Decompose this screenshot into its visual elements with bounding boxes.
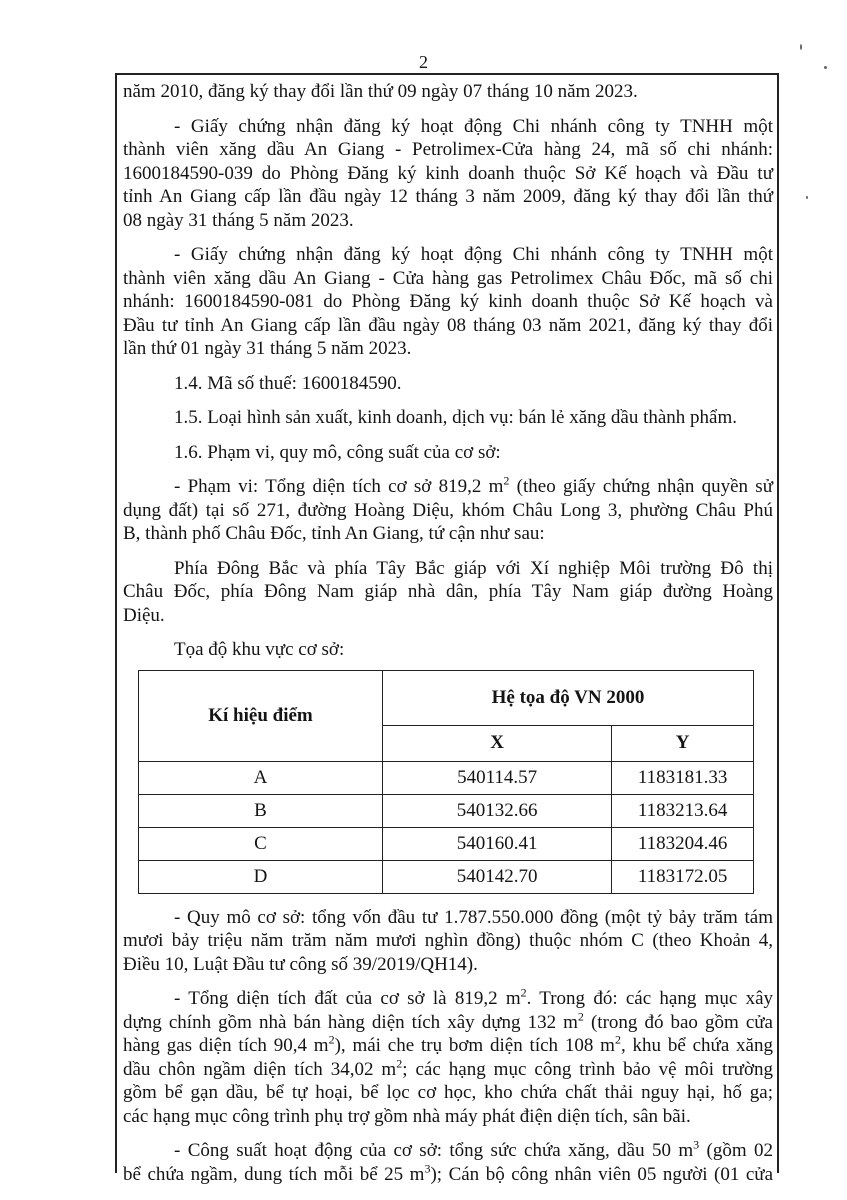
paragraph-certificate-store-24 xyxy=(123,115,773,233)
table-row xyxy=(139,794,754,827)
text-line: - Giấy chứng nhận đăng ký hoạt động Chi nhánh công ty TNHH một xyxy=(174,244,773,265)
header-y: Y xyxy=(612,725,754,761)
header-x: X xyxy=(382,725,611,761)
paragraph-scope xyxy=(123,475,773,546)
page-number: 2 xyxy=(419,52,428,72)
text-line: - Công suất hoạt động của cơ sở: tổng sức chứa xăng, dầu 50 $m^3$ (gồm 02 xyxy=(174,1137,773,1161)
table-row xyxy=(139,860,754,893)
text-line: hàng gas diện tích 90,4 $m^2$), mái che trụ bơm diện tích 108 $m^2$, khu bể chứa xăng xyxy=(123,1032,773,1056)
text-line: - Giấy chứng nhận đăng ký hoạt động Chi nhánh công ty TNHH một xyxy=(174,115,773,137)
paragraph-boundaries xyxy=(123,557,773,628)
text-line: Điều 10, Luật Đầu tư công số 39/2019/QH14). xyxy=(123,953,478,975)
paragraph-land-area xyxy=(123,987,773,1128)
paragraph-coordinates-heading: Tọa độ khu vực cơ sở: xyxy=(174,639,345,660)
scan-speck xyxy=(806,196,808,199)
paragraph-investment-scale xyxy=(123,906,773,977)
text-line: - Tổng diện tích đất của cơ sở là 819,2 $m^2$. Trong đó: các hạng mục xây xyxy=(174,985,773,1009)
cell-y: 1183213.64 xyxy=(612,794,754,827)
header-point: Kí hiệu điểm xyxy=(139,670,383,761)
text-line: bể chứa ngầm, dung tích mỗi bể 25 $m^3$); Cán bộ công nhân viên 05 người (01 cửa xyxy=(123,1161,773,1185)
cell-y: 1183204.46 xyxy=(612,827,754,860)
text-line: 1600184590-039 do Phòng Đăng ký kinh doanh thuộc Sở Kế hoạch và Đầu tư xyxy=(123,162,773,184)
cell-x: 540142.70 xyxy=(382,860,611,893)
table-row xyxy=(139,761,754,794)
paragraph-certificate-gas-store xyxy=(123,243,773,361)
cell-y: 1183181.33 xyxy=(612,761,754,794)
text-line: 08 ngày 31 tháng 5 năm 2023. xyxy=(123,209,354,231)
text-line: thành viên xăng dầu An Giang - Cửa hàng gas Petrolimex Châu Đốc, mã số chi xyxy=(123,267,773,289)
coordinate-table xyxy=(138,670,754,894)
cell-point: B xyxy=(139,794,383,827)
paragraph-capacity xyxy=(123,1139,773,1186)
text-line: thành viên xăng dầu An Giang - Petrolimex-Cửa hàng 24, mã số chi nhánh: xyxy=(123,139,773,160)
header-coordinate-system: Hệ tọa độ VN 2000 xyxy=(382,670,753,725)
cell-point: A xyxy=(139,761,383,794)
text-line: dụng đất) tại số 271, đường Hoàng Diệu, khóm Châu Long 3, phường Châu Phú xyxy=(123,499,773,521)
cell-x: 540160.41 xyxy=(382,827,611,860)
text-line: - Phạm vi: Tổng diện tích cơ sở 819,2 $m^2$ (theo giấy chứng nhận quyền sử xyxy=(174,473,773,497)
text-line: năm 2010, đăng ký thay đổi lần thứ 09 ngày 07 tháng 10 năm 2023. xyxy=(123,81,638,102)
text-line: B, thành phố Châu Đốc, tỉnh An Giang, tứ cận như sau: xyxy=(123,523,545,544)
cell-point: D xyxy=(139,860,383,893)
scan-speck xyxy=(824,66,827,69)
text-line: mươi bảy triệu năm trăm năm mươi nghìn đồng) thuộc nhóm C (theo Khoản 4, xyxy=(123,930,773,951)
text-line: Phía Đông Bắc và phía Tây Bắc giáp với Xí nghiệp Môi trường Đô thị xyxy=(174,557,773,579)
paragraph-continuation xyxy=(123,80,773,104)
paragraph-business-type: 1.5. Loại hình sản xuất, kinh doanh, dịch vụ: bán lẻ xăng dầu thành phẩm. xyxy=(174,407,738,428)
text-line: dầu chôn ngầm diện tích 34,02 $m^2$; các hạng mục công trình bảo vệ môi trường xyxy=(123,1056,773,1080)
document-body xyxy=(123,80,773,1186)
text-line: Đầu tư tỉnh An Giang cấp lần đầu ngày 08 tháng 03 năm 2021, đăng ký thay đổi xyxy=(123,314,773,336)
text-line: tỉnh An Giang cấp lần đầu ngày 12 tháng 3 năm 2009, đăng ký thay đổi lần thứ xyxy=(123,186,773,207)
text-line: các hạng mục công trình phụ trợ gồm nhà máy phát điện diện tích, sân bãi. xyxy=(123,1105,691,1127)
text-line: Diệu. xyxy=(123,604,165,626)
text-line: gồm bể gạn dầu, bể tự hoại, bể lọc cơ học, kho chứa chất thải nguy hại, hố ga; xyxy=(123,1082,773,1103)
text-line: lần thứ 01 ngày 31 tháng 5 năm 2023. xyxy=(123,338,412,359)
text-line: - Quy mô cơ sở: tổng vốn đầu tư 1.787.550.000 đồng (một tỷ bảy trăm tám xyxy=(174,906,773,928)
paragraph-scope-heading: 1.6. Phạm vi, quy mô, công suất của cơ sở: xyxy=(174,441,501,463)
text-line: nhánh: 1600184590-081 do Phòng Đăng ký kinh doanh thuộc Sở Kế hoạch và xyxy=(123,291,773,312)
cell-x: 540132.66 xyxy=(382,794,611,827)
text-line: Châu Đốc, phía Đông Nam giáp nhà dân, phía Tây Nam giáp đường Hoàng xyxy=(123,581,773,602)
cell-point: C xyxy=(139,827,383,860)
scan-speck xyxy=(800,44,802,50)
cell-y: 1183172.05 xyxy=(612,860,754,893)
paragraph-tax-code: 1.4. Mã số thuế: 1600184590. xyxy=(174,372,402,394)
table-row xyxy=(139,827,754,860)
text-line: dựng chính gồm nhà bán hàng diện tích xây dựng 132 $m^2$ (trong đó bao gồm cửa xyxy=(123,1009,773,1033)
cell-x: 540114.57 xyxy=(382,761,611,794)
